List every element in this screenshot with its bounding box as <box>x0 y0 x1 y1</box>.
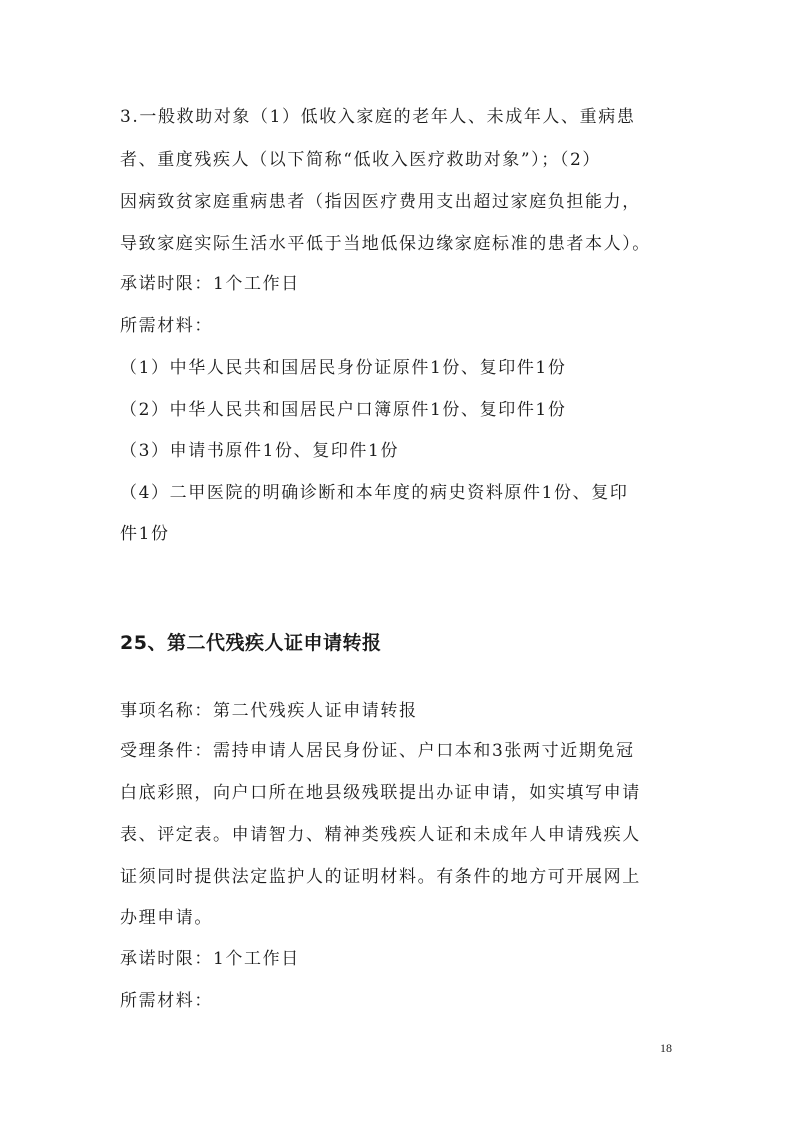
acceptance-conditions-line: 受理条件：需持申请人居民身份证、户口本和3张两寸近期免冠 <box>120 741 635 761</box>
materials-label: 所需材料： <box>120 316 213 336</box>
commitment-time-line: 承诺时限：1个工作日 <box>120 949 300 969</box>
material-item: （1）中华人民共和国居民身份证原件1份、复印件1份 <box>120 358 567 378</box>
text-line: 因病致贫家庭重病患者（指因医疗费用支出超过家庭负担能力， <box>120 192 641 212</box>
materials-label: 所需材料： <box>120 991 213 1011</box>
text-line: 导致家庭实际生活水平低于当地低保边缘家庭标准的患者本人）。 <box>120 234 651 254</box>
text-line: 表、评定表。申请智力、精神类残疾人证和未成年人申请残疾人 <box>120 825 641 845</box>
text-line: 者、重度残疾人（以下简称“低收入医疗救助对象”）；（2） <box>120 150 601 170</box>
text-line: 证须同时提供法定监护人的证明材料。有条件的地方可开展网上 <box>120 867 641 887</box>
item-name-line: 事项名称：第二代残疾人证申请转报 <box>120 701 418 721</box>
material-item-continuation: 件1份 <box>120 524 170 544</box>
page-number: 18 <box>660 1041 672 1055</box>
section-heading: 25、第二代残疾人证申请转报 <box>120 632 382 654</box>
text-line: 3.一般救助对象（1）低收入家庭的老年人、未成年人、重病患 <box>120 107 636 127</box>
text-line: 办理申请。 <box>120 908 213 928</box>
material-item: （2）中华人民共和国居民户口簿原件1份、复印件1份 <box>120 400 567 420</box>
material-item: （4）二甲医院的明确诊断和本年度的病史资料原件1份、复印 <box>120 483 629 503</box>
text-line: 白底彩照，向户口所在地县级残联提出办证申请，如实填写申请 <box>120 783 641 803</box>
commitment-time-line: 承诺时限：1个工作日 <box>120 274 300 294</box>
material-item: （3）申请书原件1份、复印件1份 <box>120 441 400 461</box>
